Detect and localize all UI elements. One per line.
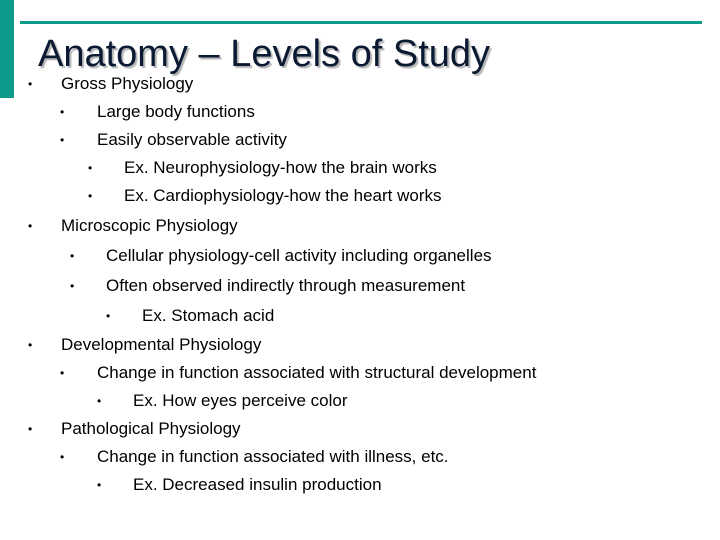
bullet-text-level-3: Ex. Neurophysiology-how the brain works bbox=[124, 158, 437, 177]
bullet-text-level-3: Ex. Cardiophysiology-how the heart works bbox=[124, 186, 442, 205]
bullet-text-level-2: Cellular physiology-cell activity including organelles bbox=[106, 246, 492, 265]
slide-title: Anatomy – Levels of Study bbox=[38, 33, 491, 75]
bullet-text-level-3: Ex. How eyes perceive color bbox=[133, 391, 348, 410]
bullet-text-level-2: Change in function associated with structural development bbox=[97, 363, 537, 382]
bullet-text-level-2: Change in function associated with illness, etc. bbox=[97, 447, 449, 466]
bullet-marker-level-3: • bbox=[106, 309, 111, 323]
bullet-marker-level-2: • bbox=[70, 249, 75, 263]
bullet-text-level-1: Pathological Physiology bbox=[61, 419, 241, 438]
bullet-text-level-3: Ex. Decreased insulin production bbox=[133, 475, 382, 494]
bullet-marker-level-3: • bbox=[97, 478, 102, 492]
bullet-marker-level-1: • bbox=[28, 338, 33, 352]
bullet-marker-level-1: • bbox=[28, 422, 33, 436]
bullet-text-level-2: Easily observable activity bbox=[97, 130, 287, 149]
bullet-marker-level-1: • bbox=[28, 219, 33, 233]
accent-bar-vertical bbox=[0, 0, 14, 98]
bullet-marker-level-2: • bbox=[70, 279, 75, 293]
accent-bar-horizontal bbox=[20, 21, 702, 24]
bullet-marker-level-3: • bbox=[88, 161, 93, 175]
bullet-text-level-3: Ex. Stomach acid bbox=[142, 306, 275, 325]
bullet-text-level-1: Gross Physiology bbox=[61, 74, 194, 93]
bullet-marker-level-3: • bbox=[88, 189, 93, 203]
bullet-marker-level-3: • bbox=[97, 394, 102, 408]
bullet-text-level-1: Developmental Physiology bbox=[61, 335, 262, 354]
bullet-text-level-2: Often observed indirectly through measurement bbox=[106, 276, 466, 295]
bullet-marker-level-2: • bbox=[60, 133, 65, 147]
bullet-text-level-1: Microscopic Physiology bbox=[61, 216, 238, 235]
bullet-marker-level-2: • bbox=[60, 366, 65, 380]
bullet-marker-level-2: • bbox=[60, 450, 65, 464]
bullet-marker-level-1: • bbox=[28, 77, 33, 91]
bullet-text-level-2: Large body functions bbox=[97, 102, 255, 121]
bullet-marker-level-2: • bbox=[60, 105, 65, 119]
